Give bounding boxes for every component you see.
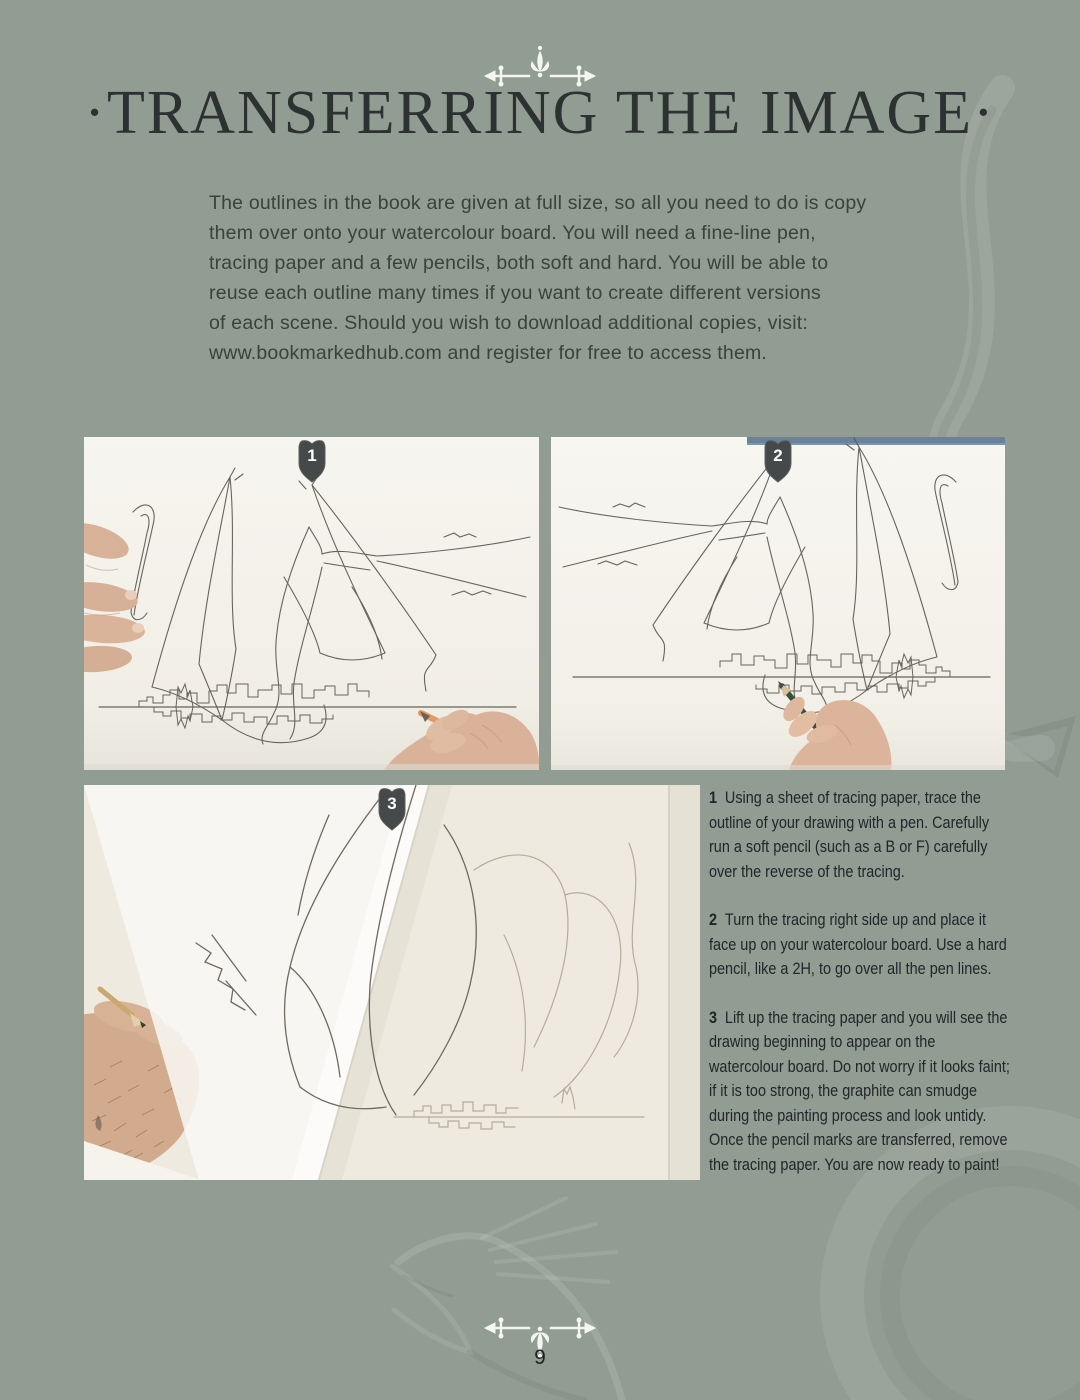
- intro-paragraph: [209, 188, 909, 368]
- step-1-badge: [294, 437, 330, 485]
- step-body-3: Lift up the tracing paper and you will see the drawing beginning to appear on the watercolour board. Do not worry if it looks faint; if it is too strong, the graphite can smudge during the painting process and look untidy. Once the pencil marks are transferred, remove the tracing paper. You are now ready to paint!: [709, 1008, 1010, 1174]
- step-number-2: 2: [709, 911, 718, 929]
- step-body-1: Using a sheet of tracing paper, trace the outline of your drawing with a pen. Carefully run a soft pencil (such as a B or F) carefully over the reverse of the tracing.: [709, 789, 990, 881]
- step-number-1: 1: [709, 789, 718, 807]
- step-number-3: 3: [709, 1008, 718, 1027]
- photo-step-2: [551, 437, 1005, 770]
- step-3-badge-number: 3: [387, 794, 397, 813]
- intro-line: The outlines in the book are given at full size, so all you need to do is copy: [209, 192, 867, 214]
- page-title: ·TRANSFERRING THE IMAGE·: [84, 79, 996, 147]
- step-3-badge: [374, 785, 410, 833]
- photo-step-1: [84, 437, 539, 770]
- step-2-badge-number: 2: [773, 446, 783, 465]
- photo-3-illustration: [84, 785, 700, 1180]
- intro-line: www.bookmarkedhub.com and register for free to access them.: [209, 342, 768, 364]
- step-2-badge: [760, 437, 796, 485]
- step-1-badge-number: 1: [306, 446, 317, 465]
- step-text-1: [709, 786, 1014, 884]
- step-body-2: Turn the tracing right side up and place it face up on your watercolour board. Use a hard pencil, like a 2H, to go over all the pen lines.: [709, 911, 1007, 978]
- step-text-2: [709, 908, 1014, 982]
- intro-line: of each scene. Should you wish to download additional copies, visit:: [209, 312, 808, 334]
- instructions: [709, 786, 1014, 1201]
- page-number: 9: [534, 1346, 546, 1369]
- intro-line: them over onto your watercolour board. You will need a fine-line pen,: [209, 222, 816, 244]
- photo-step-3: [84, 785, 700, 1180]
- photo-1-illustration: [84, 437, 539, 770]
- intro-line: tracing paper and a few pencils, both soft and hard. You will be able to: [209, 252, 829, 274]
- photo-2-illustration: [551, 437, 1005, 770]
- intro-line: reuse each outline many times if you want to create different versions: [209, 282, 821, 304]
- step-text-3: [709, 1006, 1014, 1178]
